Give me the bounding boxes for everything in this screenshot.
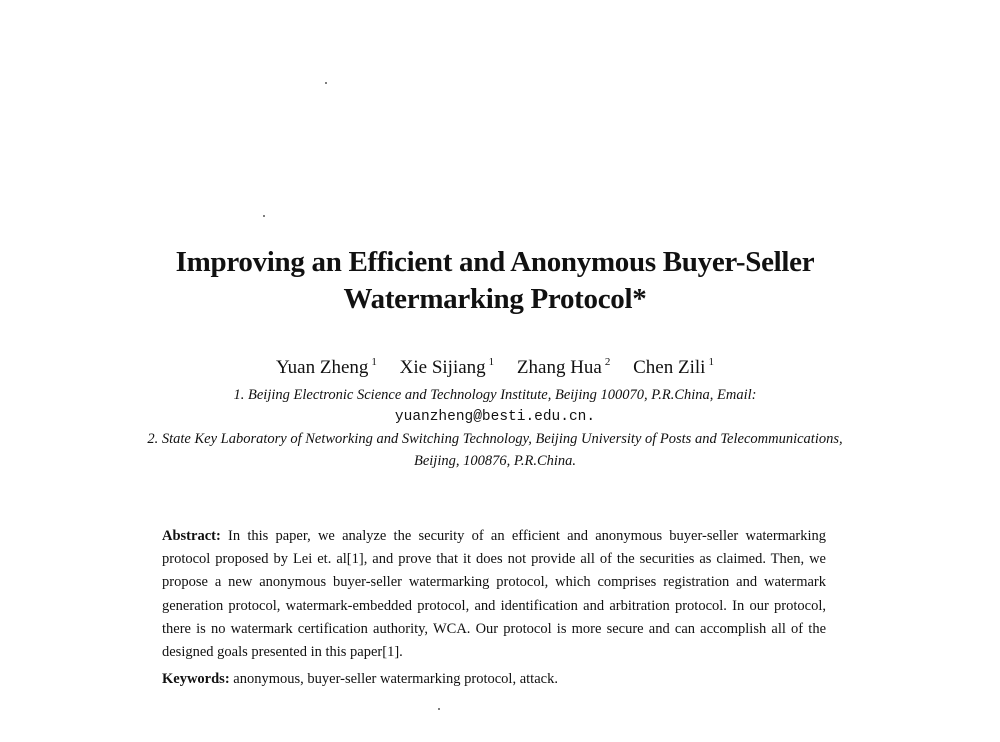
author: Yuan Zheng $^1$ <box>276 356 377 378</box>
affiliation-1: 1. Beijing Electronic Science and Technology Institute, Beijing 100070, P.R.China, Email: yuanzheng@besti.edu.cn. <box>130 384 860 428</box>
scan-speck <box>325 82 327 84</box>
keywords-text: anonymous, buyer-seller watermarking protocol, attack. <box>233 671 558 687</box>
abstract <box>162 525 826 664</box>
affiliation-marker: 2 <box>604 356 611 368</box>
affiliation-marker: 1 <box>708 356 714 368</box>
author: Xie Sijiang $^1$ <box>399 356 495 378</box>
scan-speck <box>263 215 265 217</box>
keywords-label: Keywords: <box>162 671 230 687</box>
abstract-label: Abstract: <box>162 528 221 544</box>
paper-title: Improving an Efficient and Anonymous Buyer-Seller Watermarking Protocol* <box>175 246 815 315</box>
affiliation-marker: 1 <box>371 356 377 368</box>
abstract-text: In this paper, we analyze the security of an efficient and anonymous buyer-seller watermarking protocol proposed by Lei et. al[1], and prove that it does not provide all of the securities as claimed. Then, we propose a new anonymous buyer-seller watermarking protocol, which comprises registration and watermark generation protocol, watermark-embedded protocol, and identification and arbitration protocol. In our protocol, there is no watermark certification authority, WCA. Our protocol is more secure and can accomplish all of the designed goals presented in this paper[1]. <box>162 528 826 661</box>
keywords <box>162 669 826 689</box>
author: Zhang Hua $^2$ <box>516 356 611 378</box>
author-email: yuanzheng@besti.edu.cn. <box>394 409 596 425</box>
author-list <box>100 349 890 381</box>
affiliation-2: 2. State Key Laboratory of Networking and Switching Technology, Beijing University of Posts and Telecommunications, Beijing, 100876, P.R.China. <box>147 431 843 469</box>
scan-speck <box>438 708 440 710</box>
author: Chen Zili $^1$ <box>633 356 714 378</box>
affiliation-marker: 1 <box>488 356 495 368</box>
